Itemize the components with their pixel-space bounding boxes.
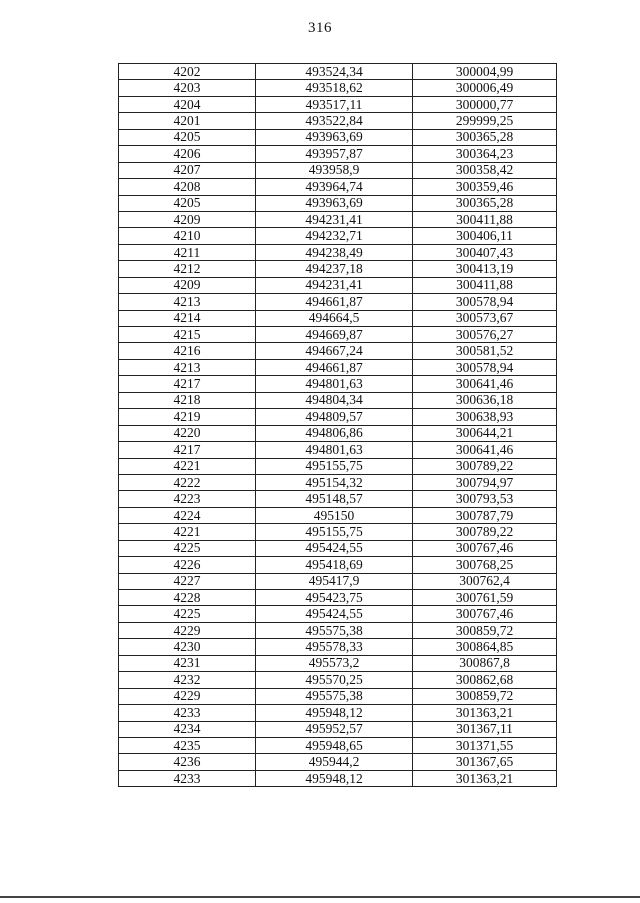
y-coordinate-cell: 299999,25: [413, 113, 557, 129]
point-number-cell: 4204: [119, 96, 256, 112]
table-row: [119, 721, 557, 737]
x-coordinate-cell: 495424,55: [256, 540, 413, 556]
x-coordinate-cell: 495948,12: [256, 770, 413, 786]
y-coordinate-cell: 300358,42: [413, 162, 557, 178]
table-row: [119, 409, 557, 425]
x-coordinate-cell: 495154,32: [256, 474, 413, 490]
table-row: [119, 146, 557, 162]
point-number-cell: 4209: [119, 211, 256, 227]
table-row: [119, 622, 557, 638]
point-number-cell: 4233: [119, 705, 256, 721]
x-coordinate-cell: 494231,41: [256, 277, 413, 293]
y-coordinate-cell: 300864,85: [413, 639, 557, 655]
y-coordinate-cell: 301367,65: [413, 754, 557, 770]
point-number-cell: 4227: [119, 573, 256, 589]
table-row: [119, 195, 557, 211]
table-row: [119, 129, 557, 145]
table-row: [119, 343, 557, 359]
y-coordinate-cell: 300006,49: [413, 80, 557, 96]
table-row: [119, 672, 557, 688]
x-coordinate-cell: 495948,12: [256, 705, 413, 721]
point-number-cell: 4220: [119, 425, 256, 441]
table-row: [119, 80, 557, 96]
table-row: [119, 770, 557, 786]
table-row: [119, 639, 557, 655]
x-coordinate-cell: 494238,49: [256, 244, 413, 260]
x-coordinate-cell: 495944,2: [256, 754, 413, 770]
table-row: [119, 277, 557, 293]
table-row: [119, 162, 557, 178]
y-coordinate-cell: 300406,11: [413, 228, 557, 244]
table-row: [119, 261, 557, 277]
x-coordinate-cell: 495573,2: [256, 655, 413, 671]
point-number-cell: 4229: [119, 622, 256, 638]
point-number-cell: 4236: [119, 754, 256, 770]
point-number-cell: 4222: [119, 474, 256, 490]
x-coordinate-cell: 493963,69: [256, 129, 413, 145]
table-row: [119, 228, 557, 244]
point-number-cell: 4233: [119, 770, 256, 786]
y-coordinate-cell: 300359,46: [413, 179, 557, 195]
table-row: [119, 590, 557, 606]
point-number-cell: 4205: [119, 129, 256, 145]
table-row: [119, 244, 557, 260]
y-coordinate-cell: 300768,25: [413, 557, 557, 573]
point-number-cell: 4211: [119, 244, 256, 260]
y-coordinate-cell: 300365,28: [413, 195, 557, 211]
y-coordinate-cell: 300638,93: [413, 409, 557, 425]
y-coordinate-cell: 300789,22: [413, 458, 557, 474]
table-row: [119, 64, 557, 80]
point-number-cell: 4226: [119, 557, 256, 573]
point-number-cell: 4209: [119, 277, 256, 293]
x-coordinate-cell: 493963,69: [256, 195, 413, 211]
table-row: [119, 655, 557, 671]
point-number-cell: 4218: [119, 392, 256, 408]
table-row: [119, 557, 557, 573]
y-coordinate-cell: 300411,88: [413, 211, 557, 227]
coordinates-table-body: [119, 64, 557, 787]
x-coordinate-cell: 494661,87: [256, 359, 413, 375]
y-coordinate-cell: 300867,8: [413, 655, 557, 671]
y-coordinate-cell: 300641,46: [413, 442, 557, 458]
point-number-cell: 4208: [119, 179, 256, 195]
table-row: [119, 376, 557, 392]
table-row: [119, 688, 557, 704]
x-coordinate-cell: 495575,38: [256, 622, 413, 638]
x-coordinate-cell: 495148,57: [256, 491, 413, 507]
table-row: [119, 705, 557, 721]
x-coordinate-cell: 495575,38: [256, 688, 413, 704]
table-row: [119, 359, 557, 375]
point-number-cell: 4212: [119, 261, 256, 277]
point-number-cell: 4202: [119, 64, 256, 80]
point-number-cell: 4213: [119, 294, 256, 310]
x-coordinate-cell: 495155,75: [256, 458, 413, 474]
x-coordinate-cell: 493522,84: [256, 113, 413, 129]
y-coordinate-cell: 300578,94: [413, 359, 557, 375]
table-row: [119, 392, 557, 408]
point-number-cell: 4217: [119, 442, 256, 458]
x-coordinate-cell: 493964,74: [256, 179, 413, 195]
point-number-cell: 4225: [119, 540, 256, 556]
x-coordinate-cell: 493517,11: [256, 96, 413, 112]
table-row: [119, 179, 557, 195]
x-coordinate-cell: 494664,5: [256, 310, 413, 326]
y-coordinate-cell: 300793,53: [413, 491, 557, 507]
x-coordinate-cell: 494801,63: [256, 376, 413, 392]
y-coordinate-cell: 300761,59: [413, 590, 557, 606]
point-number-cell: 4234: [119, 721, 256, 737]
point-number-cell: 4215: [119, 327, 256, 343]
point-number-cell: 4203: [119, 80, 256, 96]
y-coordinate-cell: 300787,79: [413, 507, 557, 523]
x-coordinate-cell: 494804,34: [256, 392, 413, 408]
table-row: [119, 96, 557, 112]
point-number-cell: 4230: [119, 639, 256, 655]
x-coordinate-cell: 495155,75: [256, 524, 413, 540]
x-coordinate-cell: 493524,34: [256, 64, 413, 80]
table-row: [119, 310, 557, 326]
point-number-cell: 4216: [119, 343, 256, 359]
point-number-cell: 4221: [119, 458, 256, 474]
y-coordinate-cell: 300407,43: [413, 244, 557, 260]
table-row: [119, 442, 557, 458]
x-coordinate-cell: 493957,87: [256, 146, 413, 162]
y-coordinate-cell: 300413,19: [413, 261, 557, 277]
table-row: [119, 754, 557, 770]
x-coordinate-cell: 495948,65: [256, 737, 413, 753]
y-coordinate-cell: 300000,77: [413, 96, 557, 112]
point-number-cell: 4219: [119, 409, 256, 425]
table-row: [119, 491, 557, 507]
y-coordinate-cell: 300789,22: [413, 524, 557, 540]
point-number-cell: 4207: [119, 162, 256, 178]
y-coordinate-cell: 300767,46: [413, 606, 557, 622]
point-number-cell: 4235: [119, 737, 256, 753]
y-coordinate-cell: 300576,27: [413, 327, 557, 343]
point-number-cell: 4201: [119, 113, 256, 129]
point-number-cell: 4228: [119, 590, 256, 606]
table-row: [119, 737, 557, 753]
x-coordinate-cell: 495150: [256, 507, 413, 523]
y-coordinate-cell: 300767,46: [413, 540, 557, 556]
point-number-cell: 4217: [119, 376, 256, 392]
y-coordinate-cell: 301367,11: [413, 721, 557, 737]
y-coordinate-cell: 300581,52: [413, 343, 557, 359]
y-coordinate-cell: 300641,46: [413, 376, 557, 392]
x-coordinate-cell: 495418,69: [256, 557, 413, 573]
point-number-cell: 4221: [119, 524, 256, 540]
x-coordinate-cell: 495423,75: [256, 590, 413, 606]
x-coordinate-cell: 495570,25: [256, 672, 413, 688]
table-row: [119, 573, 557, 589]
y-coordinate-cell: 300364,23: [413, 146, 557, 162]
point-number-cell: 4213: [119, 359, 256, 375]
point-number-cell: 4225: [119, 606, 256, 622]
y-coordinate-cell: 300862,68: [413, 672, 557, 688]
x-coordinate-cell: 494806,86: [256, 425, 413, 441]
y-coordinate-cell: 300794,97: [413, 474, 557, 490]
y-coordinate-cell: 300859,72: [413, 622, 557, 638]
point-number-cell: 4223: [119, 491, 256, 507]
table-row: [119, 507, 557, 523]
x-coordinate-cell: 494232,71: [256, 228, 413, 244]
point-number-cell: 4206: [119, 146, 256, 162]
table-row: [119, 294, 557, 310]
point-number-cell: 4231: [119, 655, 256, 671]
x-coordinate-cell: 495424,55: [256, 606, 413, 622]
y-coordinate-cell: 300762,4: [413, 573, 557, 589]
table-row: [119, 113, 557, 129]
point-number-cell: 4214: [119, 310, 256, 326]
table-row: [119, 540, 557, 556]
point-number-cell: 4232: [119, 672, 256, 688]
y-coordinate-cell: 300578,94: [413, 294, 557, 310]
x-coordinate-cell: 494237,18: [256, 261, 413, 277]
table-row: [119, 524, 557, 540]
x-coordinate-cell: 494669,87: [256, 327, 413, 343]
point-number-cell: 4224: [119, 507, 256, 523]
x-coordinate-cell: 494809,57: [256, 409, 413, 425]
y-coordinate-cell: 300636,18: [413, 392, 557, 408]
coordinates-table: [118, 63, 557, 787]
x-coordinate-cell: 495417,9: [256, 573, 413, 589]
table-row: [119, 327, 557, 343]
y-coordinate-cell: 301371,55: [413, 737, 557, 753]
table-row: [119, 211, 557, 227]
y-coordinate-cell: 300411,88: [413, 277, 557, 293]
x-coordinate-cell: 495578,33: [256, 639, 413, 655]
point-number-cell: 4229: [119, 688, 256, 704]
table-row: [119, 425, 557, 441]
page-number: 316: [308, 20, 332, 36]
x-coordinate-cell: 495952,57: [256, 721, 413, 737]
x-coordinate-cell: 494667,24: [256, 343, 413, 359]
table-row: [119, 458, 557, 474]
point-number-cell: 4205: [119, 195, 256, 211]
y-coordinate-cell: 300004,99: [413, 64, 557, 80]
y-coordinate-cell: 301363,21: [413, 705, 557, 721]
point-number-cell: 4210: [119, 228, 256, 244]
y-coordinate-cell: 300365,28: [413, 129, 557, 145]
y-coordinate-cell: 301363,21: [413, 770, 557, 786]
table-row: [119, 474, 557, 490]
x-coordinate-cell: 494801,63: [256, 442, 413, 458]
y-coordinate-cell: 300573,67: [413, 310, 557, 326]
x-coordinate-cell: 494661,87: [256, 294, 413, 310]
y-coordinate-cell: 300644,21: [413, 425, 557, 441]
x-coordinate-cell: 493518,62: [256, 80, 413, 96]
x-coordinate-cell: 493958,9: [256, 162, 413, 178]
table-row: [119, 606, 557, 622]
y-coordinate-cell: 300859,72: [413, 688, 557, 704]
x-coordinate-cell: 494231,41: [256, 211, 413, 227]
page-bottom-rule: [0, 896, 640, 898]
